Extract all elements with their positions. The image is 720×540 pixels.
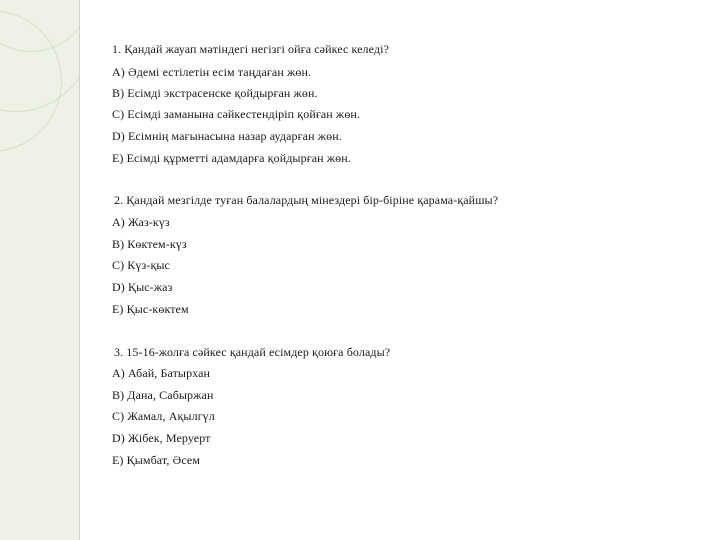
answer-option: В) Көктем-күз: [112, 237, 187, 251]
answer-option: Е) Есімді құрметті адамдарға қойдырған жөн.: [112, 151, 351, 165]
answer-option: С) Есімді заманына сәйкестендіріп қойған жөн.: [112, 107, 361, 121]
answer-option: D) Есімнің мағынасына назар аударған жөн.: [112, 129, 342, 143]
question-text: 1. Қандай жауап мәтіндегі негізгі ойға сәйкес келеді?: [112, 42, 389, 56]
answer-option: С) Жамал, Ақылгүл: [112, 409, 215, 423]
answer-option: D) Қыс-жаз: [112, 280, 173, 294]
answer-option: А) Абай, Батырхан: [112, 366, 211, 380]
answer-option: В) Дана, Сабыржан: [112, 388, 214, 402]
answer-option: Е) Қыс-көктем: [112, 302, 189, 316]
question-text: 3. 15-16-жолға сәйкес қандай есімдер қоюға болады?: [114, 345, 391, 359]
answer-option: А) Әдемі естілетін есім таңдаған жөн.: [112, 65, 312, 79]
answer-option: В) Есімді экстрасенске қойдырған жөн.: [112, 86, 318, 100]
question-text: 2. Қандай мезгілде туған балалардың мінездері бір-біріне қарама-қайшы?: [114, 193, 499, 207]
answer-option: С) Күз-қыс: [112, 258, 170, 272]
answer-option: Е) Қымбат, Әсем: [112, 453, 201, 467]
answer-option: А) Жаз-күз: [112, 215, 170, 229]
answer-option: D) Жібек, Меруерт: [112, 431, 211, 445]
